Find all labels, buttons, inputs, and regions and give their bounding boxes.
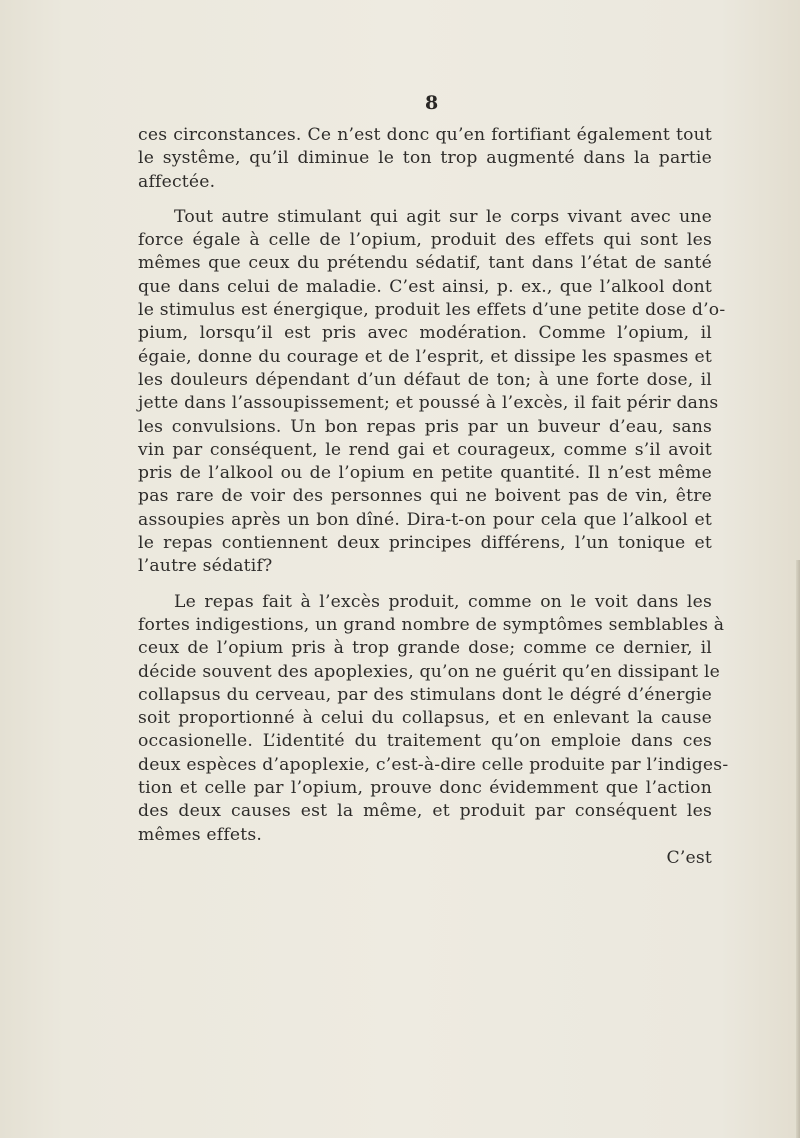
text-line: les douleurs dépendant d’un défaut de ton; à une forte dose, il — [138, 369, 712, 390]
text-line: deux espèces d’apoplexie, c’est-à-dire celle produite par l’indiges- — [138, 754, 729, 775]
text-line: fortes indigestions, un grand nombre de symptômes semblables à — [138, 614, 725, 635]
paragraph-1 — [138, 124, 712, 194]
text-line: assoupies après un bon dîné. Dira-t-on pour cela que l’alkool et — [138, 509, 712, 530]
text-line: pium, lorsqu’il est pris avec modération. Comme l’opium, il — [138, 323, 712, 344]
text-line: occasionelle. L’identité du traitement qu’on emploie dans ces — [138, 731, 712, 752]
text-line: le stimulus est énergique, produit les effets d’une petite dose d’o- — [138, 300, 726, 321]
text-line: pas rare de voir des personnes qui ne boivent pas de vin, être — [138, 486, 712, 507]
text-line: décide souvent des apoplexies, qu’on ne guérit qu’en dissipant le — [138, 661, 721, 682]
text-line: soit proportionné à celui du collapsus, et en enlevant la cause — [138, 708, 712, 729]
text-line: force égale à celle de l’opium, produit des effets qui sont les — [138, 230, 712, 251]
text-line: mêmes effets. — [138, 824, 263, 845]
text-line: jette dans l’assoupissement; et poussé à l’excès, il fait périr dans — [138, 393, 719, 414]
text-line: affectée. — [138, 171, 216, 192]
page-number: 8 — [425, 92, 439, 114]
text-line: les convulsions. Un bon repas pris par un buveur d’eau, sans — [138, 416, 712, 437]
body-text — [138, 124, 729, 870]
text-line: ceux de l’opium pris à trop grande dose; comme ce dernier, il — [138, 638, 712, 659]
text-line: tion et celle par l’opium, prouve donc évidemment que l’action — [138, 778, 712, 799]
text-line: vin par conséquent, le rend gai et courageux, comme s’il avoit — [138, 439, 712, 460]
text-line: le repas contiennent deux principes différens, l’un tonique et — [138, 533, 712, 554]
text-line: pris de l’alkool ou de l’opium en petite quantité. Il n’est même — [138, 463, 712, 484]
text-line: Le repas fait à l’excès produit, comme on le voit dans les — [174, 591, 712, 612]
text-line: que dans celui de maladie. C’est ainsi, p. ex., que l’alkool dont — [138, 276, 712, 297]
paragraph-2 — [138, 206, 726, 579]
text-line: ces circonstances. Ce n’est donc qu’en fortifiant également tout — [138, 125, 712, 145]
text-line: mêmes que ceux du prétendu sédatif, tant dans l’état de santé — [138, 253, 712, 274]
text-line: égaie, donne du courage et de l’esprit, et dissipe les spasmes et — [138, 346, 712, 367]
text-line: le systême, qu’il diminue le ton trop augmenté dans la partie — [138, 148, 712, 169]
catchword: C’est — [666, 847, 712, 868]
text-line: des deux causes est la même, et produit par conséquent les — [138, 801, 712, 822]
paragraph-3 — [138, 591, 729, 847]
text-line: Tout autre stimulant qui agit sur le corps vivant avec une — [174, 206, 712, 227]
page-edge-shadow — [796, 560, 800, 1138]
text-line: collapsus du cerveau, par des stimulans dont le dégré d’énergie — [138, 684, 712, 705]
text-line: l’autre sédatif? — [138, 556, 273, 577]
